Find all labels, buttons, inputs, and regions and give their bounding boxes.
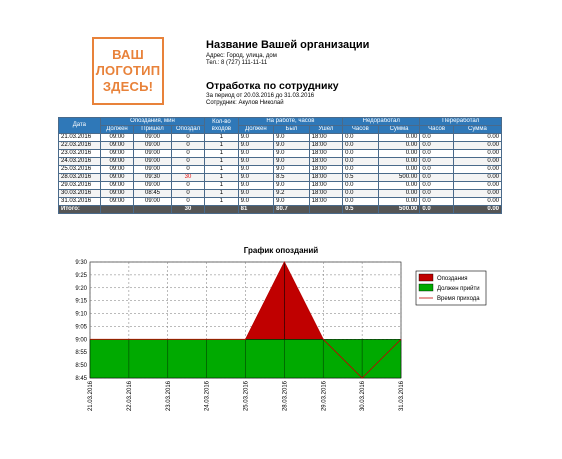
legend-label: Время прихода (437, 296, 480, 302)
x-tick-label: 28.03.2016 (282, 381, 289, 412)
subheader-cell: Должен (238, 126, 274, 134)
table-cell: 30 (171, 174, 204, 182)
subheader-cell: Пришел (134, 126, 172, 134)
table-cell: 9.0 (238, 182, 274, 190)
table-cell: 18:00 (309, 158, 342, 166)
table-cell: 1 (205, 198, 238, 206)
table-cell: 1 (205, 190, 238, 198)
table-cell: 0.0 (420, 134, 453, 142)
table-cell: 0.00 (378, 134, 420, 142)
table-cell: 0.00 (453, 166, 501, 174)
row-date: 21.03.2016 (59, 134, 101, 142)
table-cell: 9.0 (274, 150, 310, 158)
table-cell: 0.0 (420, 198, 453, 206)
table-cell: 0.0 (343, 134, 379, 142)
table-cell: 9.0 (274, 134, 310, 142)
table-cell: 09:00 (134, 142, 172, 150)
organization-phone: Тел.: 8 (727) 111-11-11 (206, 60, 268, 66)
x-tick-label: 31.03.2016 (399, 381, 405, 412)
header-at-work: На работе, часов (238, 118, 342, 126)
table-cell: 9.0 (274, 142, 310, 150)
logo-line: ЗДЕСЬ! (102, 79, 154, 94)
row-date: 23.03.2016 (59, 150, 101, 158)
legend-swatch-due (419, 284, 433, 291)
table-cell: 9.0 (238, 190, 274, 198)
table-cell: 0.5 (343, 174, 379, 182)
table-cell: 1 (205, 158, 238, 166)
x-tick-label: 23.03.2016 (165, 381, 172, 412)
y-tick-label: 9:15 (75, 298, 87, 305)
table-cell: 0.00 (453, 158, 501, 166)
header-overworked: Переработал (420, 118, 502, 126)
subheader-cell: Часов (420, 126, 453, 134)
y-tick-label: 8:55 (75, 350, 87, 357)
organization-name: Название Вашей организации (206, 39, 370, 51)
table-cell: 0.00 (378, 198, 420, 206)
table-cell: 09:00 (100, 190, 133, 198)
row-date: 24.03.2016 (59, 158, 101, 166)
table-cell: 18:00 (309, 190, 342, 198)
header-date: Дата (59, 118, 101, 134)
table-cell: 09:30 (134, 174, 172, 182)
row-date: 28.03.2016 (59, 174, 101, 182)
table-cell: 0.00 (378, 190, 420, 198)
table-cell: 0.00 (453, 174, 501, 182)
table-cell: 9.0 (238, 134, 274, 142)
table-cell: 0.00 (453, 198, 501, 206)
table-cell: 09:00 (134, 134, 172, 142)
subheader-cell: Часов (343, 126, 379, 134)
subheader-cell: Сумма (378, 126, 420, 134)
subheader-cell: Опоздал (171, 126, 204, 134)
table-cell: 18:00 (309, 198, 342, 206)
table-cell: 0 (171, 198, 204, 206)
table-cell: 08:45 (134, 190, 172, 198)
table-cell: 0 (171, 190, 204, 198)
y-tick-label: 9:05 (75, 324, 87, 331)
table-cell: 09:00 (100, 158, 133, 166)
table-cell: 0.0 (343, 158, 379, 166)
table-cell: 1 (205, 166, 238, 174)
table-cell: 9.0 (238, 158, 274, 166)
subheader-cell: Должен (100, 126, 133, 134)
row-date: 31.03.2016 (59, 198, 101, 206)
table-cell: 0.00 (453, 150, 501, 158)
table-cell: 0.0 (420, 142, 453, 150)
table-cell: 0.0 (420, 174, 453, 182)
subheader-cell: Сумма (453, 126, 501, 134)
y-tick-label: 9:00 (75, 337, 87, 344)
table-cell: 0.00 (378, 142, 420, 150)
report-employee: Сотрудник: Акулов Николай (206, 100, 284, 106)
table-cell: 09:00 (134, 166, 172, 174)
chart-legend (416, 271, 486, 305)
table-cell: 0.0 (343, 198, 379, 206)
table-cell: 0.0 (343, 150, 379, 158)
table-cell: 1 (205, 134, 238, 142)
organization-address: Адрес: Город, улица, дом (206, 53, 277, 59)
x-tick-label: 21.03.2016 (88, 381, 94, 412)
y-tick-label: 8:45 (75, 376, 87, 382)
table-cell: 0.0 (420, 182, 453, 190)
table-cell: 09:00 (100, 142, 133, 150)
table-cell: 0.0 (420, 166, 453, 174)
totals-under-hours: 0.5 (343, 206, 379, 214)
table-cell: 18:00 (309, 134, 342, 142)
table-cell: 18:00 (309, 150, 342, 158)
totals-over-sum: 0.00 (453, 206, 501, 214)
legend-swatch-lateness (419, 274, 433, 281)
table-cell: 9.0 (274, 158, 310, 166)
header-entries: Кол-во входов (205, 118, 238, 134)
table-cell: 0.0 (420, 190, 453, 198)
table-cell: 09:00 (100, 174, 133, 182)
table-cell: 0.00 (453, 182, 501, 190)
table-cell: 0.0 (343, 166, 379, 174)
table-cell: 09:00 (100, 166, 133, 174)
table-cell: 9.0 (274, 166, 310, 174)
report-title: Отработка по сотруднику (206, 80, 339, 92)
row-date: 22.03.2016 (59, 142, 101, 150)
table-cell: 0.0 (343, 190, 379, 198)
x-tick-label: 29.03.2016 (321, 381, 328, 412)
report-period: За период от 20.03.2016 до 31.03.2016 (206, 93, 315, 99)
table-cell: 500.00 (378, 174, 420, 182)
row-date: 25.03.2016 (59, 166, 101, 174)
totals-label: Итого: (59, 206, 101, 214)
table-cell: 9.0 (238, 198, 274, 206)
totals-over-hours: 0.0 (420, 206, 453, 214)
table-cell: 09:00 (100, 134, 133, 142)
table-cell: 0 (171, 158, 204, 166)
header-underworked: Недоработал (343, 118, 420, 126)
table-cell: 9.0 (238, 142, 274, 150)
table-cell: 1 (205, 182, 238, 190)
table-cell: 0.0 (420, 150, 453, 158)
legend-label: Должен прийти (437, 286, 480, 292)
totals-under-sum: 500.00 (378, 206, 420, 214)
table-cell: 18:00 (309, 142, 342, 150)
x-tick-label: 25.03.2016 (243, 381, 250, 412)
table-cell: 0 (171, 142, 204, 150)
table-cell: 0.00 (453, 142, 501, 150)
table-cell: 18:00 (309, 166, 342, 174)
totals-hours-was: 80.7 (274, 206, 310, 214)
row-date: 29.03.2016 (59, 182, 101, 190)
table-cell: 09:00 (100, 182, 133, 190)
table-cell: 0.00 (378, 158, 420, 166)
table-cell: 09:00 (134, 150, 172, 158)
header-lateness: Опоздания, мин (100, 118, 204, 126)
x-tick-label: 30.03.2016 (360, 381, 367, 412)
subheader-cell: Ушел (309, 126, 342, 134)
table-cell: 0 (171, 182, 204, 190)
row-date: 30.03.2016 (59, 190, 101, 198)
table-cell: 0 (171, 134, 204, 142)
table-cell: 0.00 (453, 134, 501, 142)
table-cell: 8.5 (274, 174, 310, 182)
chart-title: График опозданий (243, 246, 319, 255)
table-cell: 0.00 (378, 150, 420, 158)
x-tick-label: 24.03.2016 (204, 381, 211, 412)
y-tick-label: 9:25 (75, 272, 87, 279)
x-tick-label: 22.03.2016 (126, 381, 133, 412)
y-tick-label: 9:30 (75, 260, 87, 266)
subheader-cell: Был (274, 126, 310, 134)
table-cell: 9.0 (238, 174, 274, 182)
table-cell: 09:00 (134, 198, 172, 206)
table-cell: 0.0 (420, 158, 453, 166)
y-tick-label: 8:50 (75, 363, 87, 370)
table-cell: 9.0 (274, 198, 310, 206)
logo-line: ЛОГОТИП (95, 63, 161, 78)
table-cell: 0.0 (343, 142, 379, 150)
table-cell: 0.00 (378, 166, 420, 174)
table-cell: 0.00 (453, 190, 501, 198)
logo-line: ВАШ (112, 47, 144, 62)
table-cell: 18:00 (309, 174, 342, 182)
table-cell: 1 (205, 174, 238, 182)
table-cell: 0.0 (343, 182, 379, 190)
table-cell: 1 (205, 142, 238, 150)
table-cell: 9.0 (238, 166, 274, 174)
table-cell: 0.00 (378, 182, 420, 190)
y-tick-label: 9:10 (75, 311, 87, 318)
totals-late: 30 (171, 206, 204, 214)
table-cell: 18:00 (309, 182, 342, 190)
totals-hours-due: 81 (238, 206, 274, 214)
table-cell: 09:00 (134, 182, 172, 190)
table-cell: 9.2 (274, 190, 310, 198)
table-cell: 1 (205, 150, 238, 158)
y-tick-label: 9:20 (75, 285, 87, 292)
legend-label: Опоздания (437, 276, 468, 282)
table-cell: 9.0 (274, 182, 310, 190)
table-cell: 09:00 (100, 150, 133, 158)
table-cell: 09:00 (100, 198, 133, 206)
table-cell: 09:00 (134, 158, 172, 166)
table-cell: 0 (171, 166, 204, 174)
table-cell: 0 (171, 150, 204, 158)
table-cell: 9.0 (238, 150, 274, 158)
